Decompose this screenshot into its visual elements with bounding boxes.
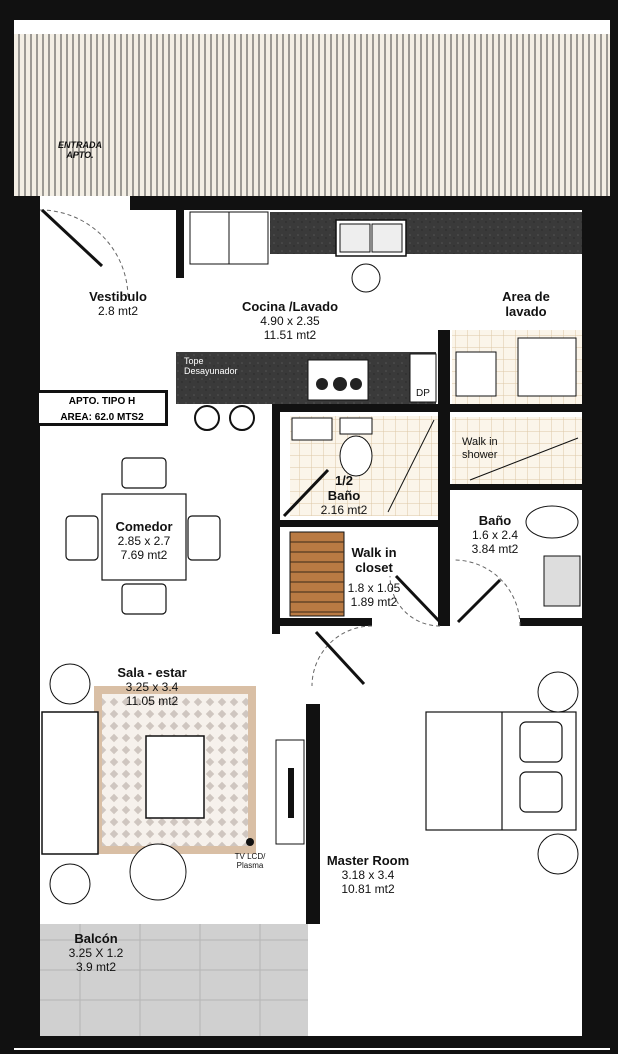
cocina-label <box>220 300 360 343</box>
closet-shelves <box>290 532 344 616</box>
balcon-dims: 3.25 X 1.2 <box>68 945 124 960</box>
cocina-name: Cocina /Lavado <box>241 299 339 314</box>
shower-label: Walk in shower <box>462 436 498 461</box>
washer <box>518 338 576 396</box>
nightstand <box>538 672 578 712</box>
bano-area: 3.84 mt2 <box>471 541 519 556</box>
closet-dims: 1.8 x 1.05 <box>347 580 401 595</box>
closet-name: Walk in closet <box>351 545 397 575</box>
laundry-sink <box>456 352 496 396</box>
apartment-area: AREA: 62.0 MTS2 <box>60 412 144 423</box>
dp-label: DP <box>416 388 430 399</box>
tv-label: TV LCD/ Plasma <box>234 852 266 871</box>
comedor-label <box>100 520 188 563</box>
comedor-dims: 2.85 x 2.7 <box>117 533 171 548</box>
comedor-name: Comedor <box>115 519 173 534</box>
sala-dims: 3.25 x 3.4 <box>125 679 179 694</box>
bath-toilet <box>526 506 578 538</box>
apartment-type: APTO. TIPO H <box>68 396 136 407</box>
lamp <box>50 664 90 704</box>
stool <box>230 406 254 430</box>
lavado-name: Area de lavado <box>502 289 550 319</box>
coffee-table <box>146 736 204 818</box>
bano-label <box>460 514 530 557</box>
vestibulo-area: 2.8 mt2 <box>97 303 139 318</box>
sofa <box>42 712 98 854</box>
armchair <box>130 844 186 900</box>
medio-bano-area: 2.16 mt2 <box>320 502 368 517</box>
bed <box>426 712 576 830</box>
lamp <box>50 864 90 904</box>
closet-area: 1.89 mt2 <box>350 594 398 609</box>
bano-dims: 1.6 x 2.4 <box>471 527 519 542</box>
balcon-area: 3.9 mt2 <box>75 959 117 974</box>
cocina-area: 11.51 mt2 <box>263 327 317 342</box>
sala-name: Sala - estar <box>117 665 187 680</box>
nightstand <box>538 834 578 874</box>
entrance-label: ENTRADA APTO. <box>58 140 102 161</box>
stove <box>308 360 368 400</box>
bath-sink <box>544 556 580 606</box>
sala-label <box>100 666 204 709</box>
corridor <box>14 34 610 196</box>
lavado-label <box>488 290 564 320</box>
medio-bano-name1: 1/2 <box>334 473 354 488</box>
half-bath-sink <box>292 418 332 440</box>
vestibulo-label <box>72 290 164 319</box>
balcon-name: Balcón <box>74 931 118 946</box>
medio-bano-name2: Baño <box>327 487 361 503</box>
sala-area: 11.05 mt2 <box>125 693 179 708</box>
cocina-dims: 4.90 x 2.35 <box>260 313 320 328</box>
kitchen-counter <box>270 212 582 254</box>
half-bath-toilet <box>340 436 372 476</box>
balcon-label <box>60 932 132 975</box>
medio-bano-label <box>300 474 388 518</box>
master-area: 10.81 mt2 <box>341 881 395 896</box>
bano-name: Baño <box>478 513 512 528</box>
comedor-area: 7.69 mt2 <box>120 547 168 562</box>
master-dims: 3.18 x 3.4 <box>341 867 395 882</box>
closet-label <box>344 546 404 609</box>
apartment-badge <box>36 390 168 426</box>
tope-label: Tope Desayunador <box>184 356 238 377</box>
master-name: Master Room <box>326 853 410 868</box>
stool <box>195 406 219 430</box>
master-label <box>322 854 414 897</box>
vestibulo-name: Vestibulo <box>89 289 147 304</box>
